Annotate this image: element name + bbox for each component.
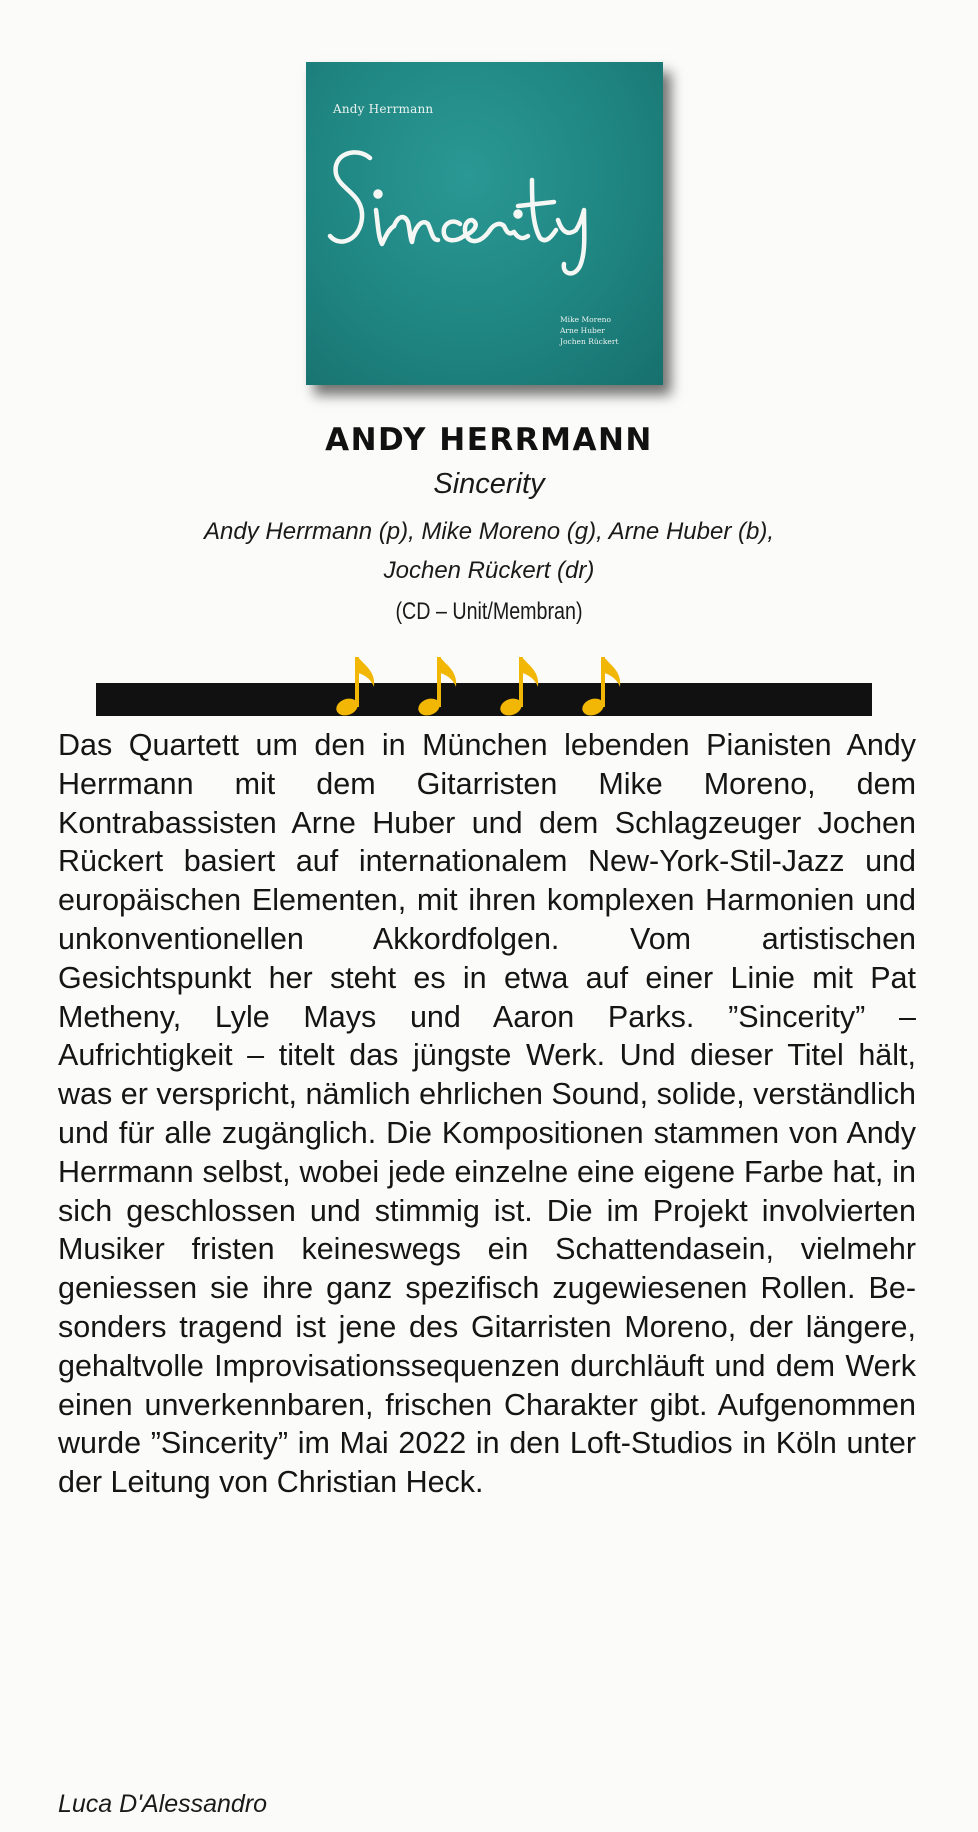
eighth-note-icon — [494, 651, 546, 721]
album-cover-art — [306, 62, 663, 385]
eighth-note-icon — [412, 651, 464, 721]
rating-notes — [330, 651, 650, 721]
cover-artist-name: Andy Herrmann — [333, 102, 434, 116]
cover-musician-list — [560, 314, 618, 347]
release-label: (CD – Unit/Membran) — [395, 598, 583, 625]
lineup-line-2: Jochen Rückert (dr) — [383, 557, 595, 584]
cover-musician-3: Jochen Rückert — [560, 337, 619, 346]
cover-handwritten-title-graphic — [318, 140, 648, 280]
eighth-note-icon — [576, 651, 628, 721]
eighth-note-icon — [330, 651, 382, 721]
cover-musician-1: Mike Moreno — [560, 315, 612, 324]
lineup — [0, 512, 978, 590]
review-body: Das Quartett um den in München lebenden Pianisten Andy Herrmann mit dem Gitarristen Mike Moreno, dem Kontrabassisten Arne Huber und dem Schlagzeuger Jochen Rückert basiert auf internationalem New-York-Stil-Jazz und europäischen Elementen, mit ihren komplexen Harmonien und unkonventionellen Akkordfolgen. Vom artistischen Gesichtspunkt her steht es in etwa auf einer Linie mit Pat Metheny, Lyle Mays und Aaron Parks. ”Sincerity” – Aufrichtigkeit – titelt das jüngste Werk. Und dieser Titel hält, was er verspricht, nämlich ehrlichen Sound, solide, verständlich und für alle zugänglich. Die Kompositionen stammen von Andy Herrmann selbst, wobei jede einzelne eine eigene Farbe hat, in sich geschlossen und stimmig ist. Die im Projekt involvierten Musiker fristen keineswegs ein Schattendasein, vielmehr geniessen sie ihre ganz spezifisch zugewiesenen Rollen. Besonders tragend ist jene des Gitarristen Moreno, der längere, gehaltvolle Improvisationssequenzen durchläuft und dem Werk einen unverkennbaren, frischen Charakter gibt. Aufgenommen wurde ”Sincerity” im Mai 2022 in den Loft-Studios in Köln unter der Leitung von Christian Heck. — [58, 728, 916, 1500]
artist-heading: ANDY HERRMANN — [325, 422, 653, 458]
cover-musician-2: Arne Huber — [560, 326, 605, 335]
album-cover — [306, 62, 663, 385]
album-title: Sincerity — [433, 468, 545, 500]
lineup-line-1: Andy Herrmann (p), Mike Moreno (g), Arne Huber (b), — [204, 518, 774, 545]
review-author: Luca D'Alessandro — [58, 1790, 268, 1818]
